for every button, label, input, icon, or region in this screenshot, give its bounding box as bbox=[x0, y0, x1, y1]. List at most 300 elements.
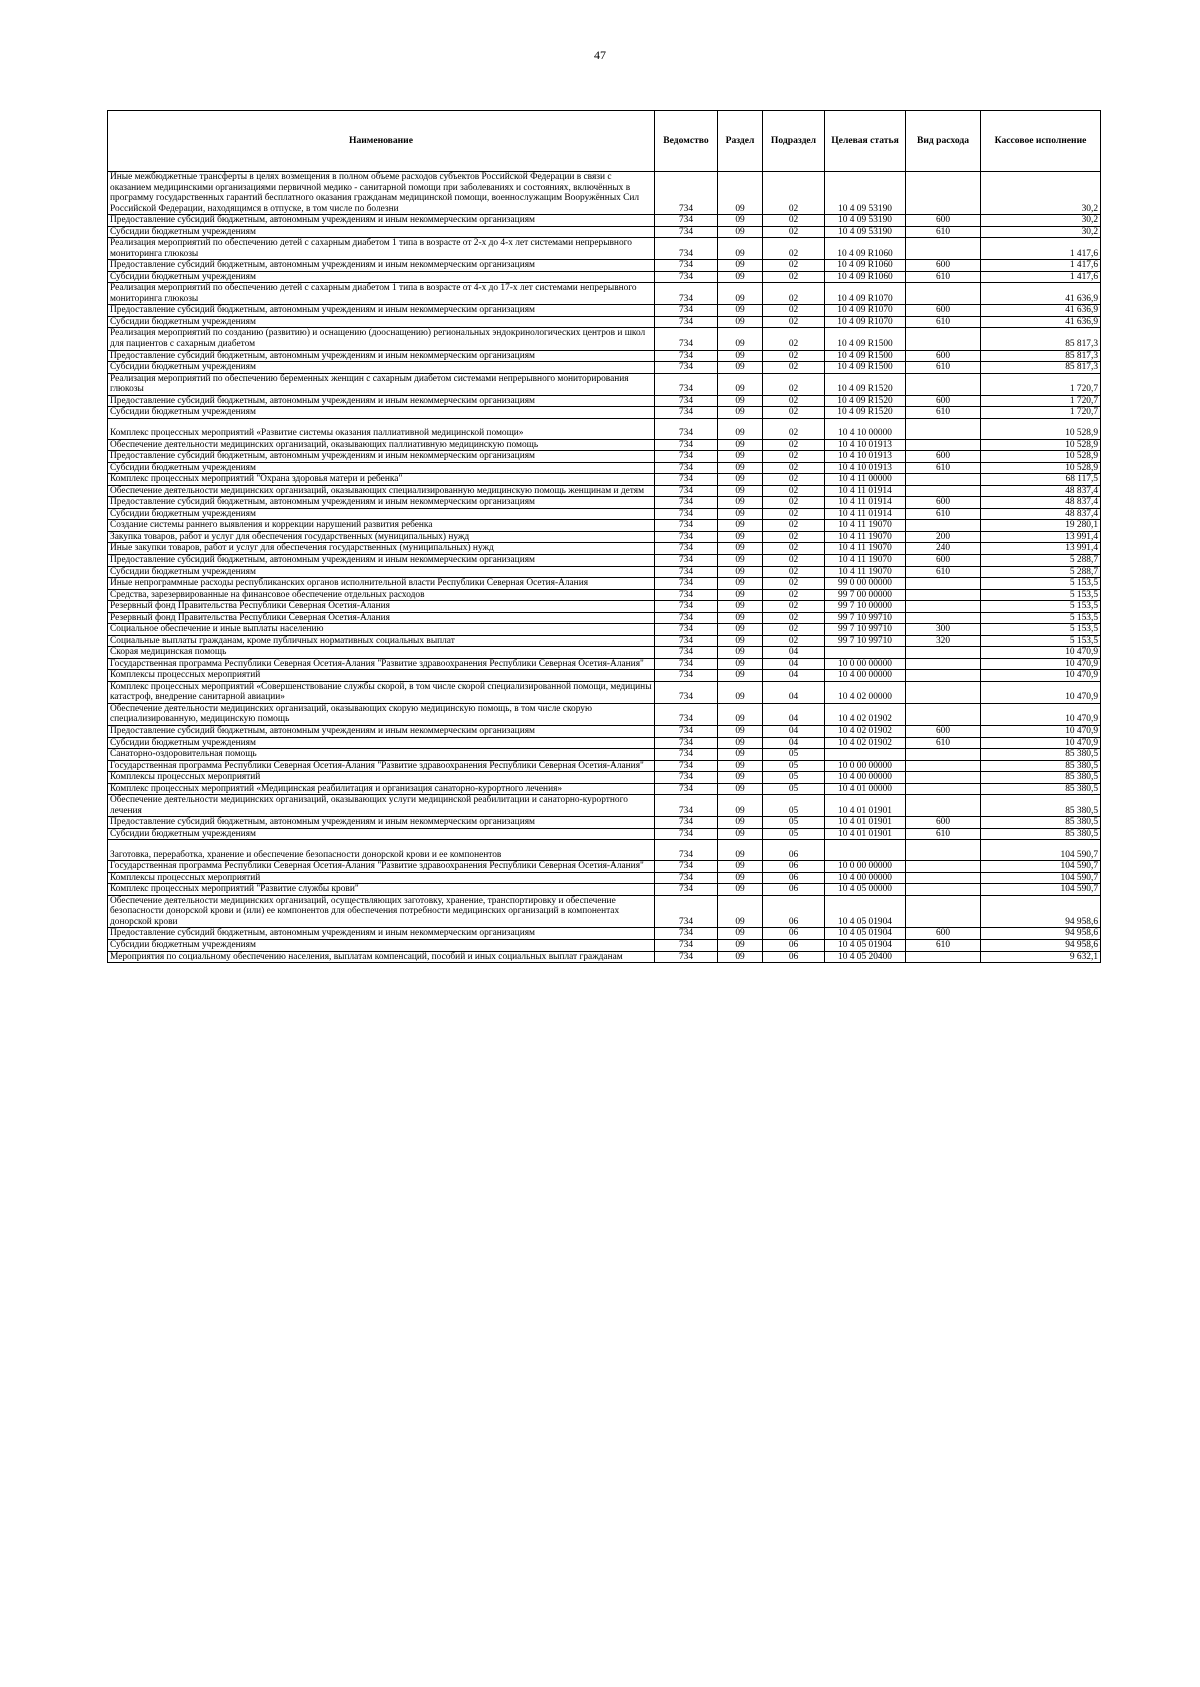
cell-razdel: 09 bbox=[718, 861, 763, 873]
cell-tselevaya-statya bbox=[825, 840, 906, 861]
cell-razdel: 09 bbox=[718, 840, 763, 861]
table-row bbox=[108, 439, 1101, 451]
cell-vid-raskhoda: 320 bbox=[906, 635, 981, 647]
table-row bbox=[108, 555, 1101, 567]
cell-vid-raskhoda bbox=[906, 703, 981, 725]
table-row bbox=[108, 840, 1101, 861]
cell-kassovoe-ispolnenie: 30,2 bbox=[981, 172, 1101, 215]
cell-vedomstvo: 734 bbox=[655, 362, 718, 374]
cell-vid-raskhoda bbox=[906, 238, 981, 260]
cell-tselevaya-statya: 10 4 11 19070 bbox=[825, 566, 906, 578]
cell-kassovoe-ispolnenie: 41 636,9 bbox=[981, 305, 1101, 317]
table-row bbox=[108, 305, 1101, 317]
cell-vid-raskhoda bbox=[906, 578, 981, 590]
cell-razdel: 09 bbox=[718, 462, 763, 474]
cell-vedomstvo: 734 bbox=[655, 928, 718, 940]
table-row bbox=[108, 772, 1101, 784]
cell-name: Субсидии бюджетным учреждениям bbox=[108, 737, 655, 749]
table-row bbox=[108, 578, 1101, 590]
cell-podrazdel: 04 bbox=[763, 737, 825, 749]
cell-tselevaya-statya bbox=[825, 647, 906, 659]
cell-podrazdel: 02 bbox=[763, 485, 825, 497]
cell-razdel: 09 bbox=[718, 872, 763, 884]
cell-kassovoe-ispolnenie: 5 288,7 bbox=[981, 566, 1101, 578]
cell-name: Предоставление субсидий бюджетным, автономным учреждениям и иным некоммерческим организациям bbox=[108, 555, 655, 567]
cell-kassovoe-ispolnenie: 85 380,5 bbox=[981, 783, 1101, 795]
cell-podrazdel: 02 bbox=[763, 543, 825, 555]
cell-vid-raskhoda: 610 bbox=[906, 940, 981, 952]
col-header-podrazdel: Подраздел bbox=[763, 111, 825, 172]
cell-tselevaya-statya: 10 4 09 R1070 bbox=[825, 283, 906, 305]
cell-razdel: 09 bbox=[718, 328, 763, 350]
cell-kassovoe-ispolnenie: 104 590,7 bbox=[981, 840, 1101, 861]
cell-razdel: 09 bbox=[718, 350, 763, 362]
table-row bbox=[108, 725, 1101, 737]
cell-podrazdel: 02 bbox=[763, 566, 825, 578]
cell-vedomstvo: 734 bbox=[655, 601, 718, 613]
cell-name: Субсидии бюджетным учреждениям bbox=[108, 271, 655, 283]
cell-podrazdel: 02 bbox=[763, 589, 825, 601]
cell-vedomstvo: 734 bbox=[655, 283, 718, 305]
cell-vedomstvo: 734 bbox=[655, 828, 718, 840]
cell-razdel: 09 bbox=[718, 589, 763, 601]
table-row bbox=[108, 226, 1101, 238]
cell-vedomstvo: 734 bbox=[655, 566, 718, 578]
cell-vid-raskhoda bbox=[906, 373, 981, 395]
cell-name: Субсидии бюджетным учреждениям bbox=[108, 226, 655, 238]
cell-kassovoe-ispolnenie: 1 417,6 bbox=[981, 260, 1101, 272]
cell-kassovoe-ispolnenie: 48 837,4 bbox=[981, 485, 1101, 497]
cell-vid-raskhoda bbox=[906, 760, 981, 772]
cell-vedomstvo: 734 bbox=[655, 647, 718, 659]
cell-tselevaya-statya: 10 4 11 01914 bbox=[825, 508, 906, 520]
cell-podrazdel: 02 bbox=[763, 508, 825, 520]
cell-podrazdel: 02 bbox=[763, 531, 825, 543]
cell-tselevaya-statya bbox=[825, 749, 906, 761]
cell-podrazdel: 02 bbox=[763, 555, 825, 567]
table-row bbox=[108, 624, 1101, 636]
cell-vedomstvo: 734 bbox=[655, 531, 718, 543]
cell-kassovoe-ispolnenie: 10 528,9 bbox=[981, 439, 1101, 451]
cell-name: Предоставление субсидий бюджетным, автономным учреждениям и иным некоммерческим организациям bbox=[108, 928, 655, 940]
cell-vid-raskhoda bbox=[906, 520, 981, 532]
cell-vedomstvo: 734 bbox=[655, 271, 718, 283]
cell-vedomstvo: 734 bbox=[655, 624, 718, 636]
cell-vid-raskhoda bbox=[906, 681, 981, 703]
table-row bbox=[108, 543, 1101, 555]
cell-name: Заготовка, переработка, хранение и обеспечение безопасности донорской крови и ее компонентов bbox=[108, 840, 655, 861]
table-row bbox=[108, 928, 1101, 940]
cell-kassovoe-ispolnenie: 41 636,9 bbox=[981, 316, 1101, 328]
cell-tselevaya-statya: 99 7 00 00000 bbox=[825, 589, 906, 601]
cell-kassovoe-ispolnenie: 1 720,7 bbox=[981, 395, 1101, 407]
cell-podrazdel: 02 bbox=[763, 395, 825, 407]
cell-vedomstvo: 734 bbox=[655, 725, 718, 737]
cell-vedomstvo: 734 bbox=[655, 305, 718, 317]
cell-razdel: 09 bbox=[718, 238, 763, 260]
cell-podrazdel: 06 bbox=[763, 884, 825, 896]
cell-vedomstvo: 734 bbox=[655, 520, 718, 532]
cell-vedomstvo: 734 bbox=[655, 474, 718, 486]
cell-razdel: 09 bbox=[718, 316, 763, 328]
cell-razdel: 09 bbox=[718, 520, 763, 532]
cell-vid-raskhoda bbox=[906, 840, 981, 861]
cell-podrazdel: 06 bbox=[763, 861, 825, 873]
cell-podrazdel: 04 bbox=[763, 658, 825, 670]
table-row bbox=[108, 508, 1101, 520]
cell-kassovoe-ispolnenie: 5 153,5 bbox=[981, 612, 1101, 624]
table-row bbox=[108, 951, 1101, 963]
table-row bbox=[108, 589, 1101, 601]
table-row bbox=[108, 407, 1101, 419]
cell-kassovoe-ispolnenie: 85 817,3 bbox=[981, 328, 1101, 350]
cell-kassovoe-ispolnenie: 13 991,4 bbox=[981, 531, 1101, 543]
table-row bbox=[108, 601, 1101, 613]
cell-tselevaya-statya: 10 4 09 R1060 bbox=[825, 271, 906, 283]
cell-vid-raskhoda bbox=[906, 772, 981, 784]
col-header-vedomstvo: Ведомство bbox=[655, 111, 718, 172]
cell-vid-raskhoda: 610 bbox=[906, 566, 981, 578]
cell-razdel: 09 bbox=[718, 658, 763, 670]
cell-vedomstvo: 734 bbox=[655, 497, 718, 509]
cell-podrazdel: 04 bbox=[763, 647, 825, 659]
cell-name: Резервный фонд Правительства Республики Северная Осетия-Алания bbox=[108, 612, 655, 624]
cell-tselevaya-statya: 10 4 09 R1500 bbox=[825, 350, 906, 362]
cell-tselevaya-statya: 10 4 10 01913 bbox=[825, 451, 906, 463]
cell-podrazdel: 05 bbox=[763, 783, 825, 795]
cell-razdel: 09 bbox=[718, 172, 763, 215]
cell-podrazdel: 06 bbox=[763, 951, 825, 963]
cell-tselevaya-statya: 10 4 05 01904 bbox=[825, 895, 906, 928]
table-row bbox=[108, 462, 1101, 474]
cell-vedomstvo: 734 bbox=[655, 951, 718, 963]
cell-vedomstvo: 734 bbox=[655, 226, 718, 238]
table-row bbox=[108, 215, 1101, 227]
cell-vid-raskhoda: 600 bbox=[906, 215, 981, 227]
table-row bbox=[108, 872, 1101, 884]
cell-name: Предоставление субсидий бюджетным, автономным учреждениям и иным некоммерческим организациям bbox=[108, 395, 655, 407]
cell-tselevaya-statya: 10 0 00 00000 bbox=[825, 760, 906, 772]
cell-name: Комплекс процессных мероприятий «Медицинская реабилитация и организация санаторно-курортного лечения» bbox=[108, 783, 655, 795]
cell-vid-raskhoda: 600 bbox=[906, 451, 981, 463]
cell-kassovoe-ispolnenie: 85 380,5 bbox=[981, 749, 1101, 761]
cell-vedomstvo: 734 bbox=[655, 817, 718, 829]
cell-vedomstvo: 734 bbox=[655, 737, 718, 749]
cell-name: Предоставление субсидий бюджетным, автономным учреждениям и иным некоммерческим организациям bbox=[108, 215, 655, 227]
cell-razdel: 09 bbox=[718, 497, 763, 509]
cell-razdel: 09 bbox=[718, 670, 763, 682]
cell-vid-raskhoda bbox=[906, 749, 981, 761]
cell-vid-raskhoda bbox=[906, 612, 981, 624]
cell-vedomstvo: 734 bbox=[655, 840, 718, 861]
cell-tselevaya-statya: 10 4 09 R1520 bbox=[825, 407, 906, 419]
cell-kassovoe-ispolnenie: 48 837,4 bbox=[981, 508, 1101, 520]
cell-razdel: 09 bbox=[718, 474, 763, 486]
cell-razdel: 09 bbox=[718, 485, 763, 497]
table-row bbox=[108, 861, 1101, 873]
cell-razdel: 09 bbox=[718, 828, 763, 840]
cell-vid-raskhoda: 600 bbox=[906, 928, 981, 940]
cell-kassovoe-ispolnenie: 85 380,5 bbox=[981, 772, 1101, 784]
cell-razdel: 09 bbox=[718, 760, 763, 772]
cell-kassovoe-ispolnenie: 85 380,5 bbox=[981, 795, 1101, 817]
table-row bbox=[108, 172, 1101, 215]
cell-name: Субсидии бюджетным учреждениям bbox=[108, 316, 655, 328]
table-row bbox=[108, 828, 1101, 840]
cell-podrazdel: 05 bbox=[763, 749, 825, 761]
cell-razdel: 09 bbox=[718, 795, 763, 817]
cell-razdel: 09 bbox=[718, 283, 763, 305]
table-row bbox=[108, 670, 1101, 682]
cell-kassovoe-ispolnenie: 5 153,5 bbox=[981, 601, 1101, 613]
cell-name: Субсидии бюджетным учреждениям bbox=[108, 362, 655, 374]
cell-vedomstvo: 734 bbox=[655, 795, 718, 817]
cell-razdel: 09 bbox=[718, 703, 763, 725]
cell-vedomstvo: 734 bbox=[655, 760, 718, 772]
cell-vid-raskhoda: 600 bbox=[906, 555, 981, 567]
cell-podrazdel: 04 bbox=[763, 703, 825, 725]
cell-vid-raskhoda: 600 bbox=[906, 305, 981, 317]
cell-kassovoe-ispolnenie: 5 153,5 bbox=[981, 635, 1101, 647]
cell-name: Комплексы процессных мероприятий bbox=[108, 670, 655, 682]
cell-name: Реализация мероприятий по созданию (развитию) и оснащению (дооснащению) региональных эндокринологических центров и школ для пациентов с сахарным диабетом bbox=[108, 328, 655, 350]
cell-razdel: 09 bbox=[718, 624, 763, 636]
cell-vid-raskhoda: 600 bbox=[906, 725, 981, 737]
cell-tselevaya-statya: 10 4 00 00000 bbox=[825, 670, 906, 682]
cell-podrazdel: 02 bbox=[763, 215, 825, 227]
cell-tselevaya-statya: 10 4 05 00000 bbox=[825, 884, 906, 896]
cell-razdel: 09 bbox=[718, 783, 763, 795]
cell-vedomstvo: 734 bbox=[655, 578, 718, 590]
table-header-row bbox=[108, 111, 1101, 172]
cell-tselevaya-statya: 10 4 01 01901 bbox=[825, 817, 906, 829]
cell-vedomstvo: 734 bbox=[655, 783, 718, 795]
cell-vedomstvo: 734 bbox=[655, 612, 718, 624]
cell-vid-raskhoda: 600 bbox=[906, 260, 981, 272]
cell-name: Создание системы раннего выявления и коррекции нарушений развития ребенка bbox=[108, 520, 655, 532]
cell-tselevaya-statya: 99 0 00 00000 bbox=[825, 578, 906, 590]
table-row bbox=[108, 497, 1101, 509]
cell-tselevaya-statya: 10 4 09 R1520 bbox=[825, 373, 906, 395]
col-header-name: Наименование bbox=[108, 111, 655, 172]
cell-name: Санаторно-оздоровительная помощь bbox=[108, 749, 655, 761]
cell-razdel: 09 bbox=[718, 260, 763, 272]
cell-vid-raskhoda bbox=[906, 951, 981, 963]
cell-kassovoe-ispolnenie: 10 470,9 bbox=[981, 725, 1101, 737]
cell-vedomstvo: 734 bbox=[655, 373, 718, 395]
cell-tselevaya-statya: 99 7 10 99710 bbox=[825, 635, 906, 647]
cell-name: Обеспечение деятельности медицинских организаций, оказывающих специализированную медицинскую помощь женщинам и детям bbox=[108, 485, 655, 497]
cell-vid-raskhoda: 610 bbox=[906, 508, 981, 520]
cell-vedomstvo: 734 bbox=[655, 316, 718, 328]
cell-vid-raskhoda bbox=[906, 861, 981, 873]
cell-tselevaya-statya: 10 4 02 01902 bbox=[825, 703, 906, 725]
cell-kassovoe-ispolnenie: 94 958,6 bbox=[981, 928, 1101, 940]
cell-kassovoe-ispolnenie: 5 153,5 bbox=[981, 589, 1101, 601]
cell-vid-raskhoda bbox=[906, 647, 981, 659]
cell-razdel: 09 bbox=[718, 749, 763, 761]
table-row bbox=[108, 895, 1101, 928]
cell-razdel: 09 bbox=[718, 451, 763, 463]
cell-vedomstvo: 734 bbox=[655, 485, 718, 497]
table-body bbox=[108, 172, 1101, 963]
cell-podrazdel: 06 bbox=[763, 928, 825, 940]
cell-razdel: 09 bbox=[718, 601, 763, 613]
table-row bbox=[108, 362, 1101, 374]
cell-kassovoe-ispolnenie: 104 590,7 bbox=[981, 872, 1101, 884]
cell-tselevaya-statya: 10 4 11 01914 bbox=[825, 497, 906, 509]
cell-tselevaya-statya: 10 4 09 R1060 bbox=[825, 260, 906, 272]
cell-name: Реализация мероприятий по обеспечению детей с сахарным диабетом 1 типа в возрасте от 2-х до 4-х лет системами непрерывного мониторинга глюкозы bbox=[108, 238, 655, 260]
cell-razdel: 09 bbox=[718, 395, 763, 407]
cell-tselevaya-statya: 99 7 10 99710 bbox=[825, 612, 906, 624]
cell-podrazdel: 06 bbox=[763, 872, 825, 884]
table-row bbox=[108, 658, 1101, 670]
cell-podrazdel: 02 bbox=[763, 635, 825, 647]
cell-name: Закупка товаров, работ и услуг для обеспечения государственных (муниципальных) нужд bbox=[108, 531, 655, 543]
cell-kassovoe-ispolnenie: 10 470,9 bbox=[981, 703, 1101, 725]
cell-kassovoe-ispolnenie: 10 528,9 bbox=[981, 462, 1101, 474]
cell-name: Комплекс процессных мероприятий "Охрана здоровья матери и ребенка" bbox=[108, 474, 655, 486]
cell-name: Социальные выплаты гражданам, кроме публичных нормативных социальных выплат bbox=[108, 635, 655, 647]
cell-razdel: 09 bbox=[718, 271, 763, 283]
cell-kassovoe-ispolnenie: 1 720,7 bbox=[981, 407, 1101, 419]
cell-vedomstvo: 734 bbox=[655, 658, 718, 670]
cell-podrazdel: 02 bbox=[763, 316, 825, 328]
cell-vedomstvo: 734 bbox=[655, 328, 718, 350]
cell-vid-raskhoda bbox=[906, 895, 981, 928]
cell-tselevaya-statya: 10 4 02 00000 bbox=[825, 681, 906, 703]
table-row bbox=[108, 749, 1101, 761]
cell-vedomstvo: 734 bbox=[655, 772, 718, 784]
cell-vid-raskhoda bbox=[906, 418, 981, 439]
cell-vid-raskhoda: 610 bbox=[906, 407, 981, 419]
cell-vedomstvo: 734 bbox=[655, 508, 718, 520]
cell-kassovoe-ispolnenie: 85 817,3 bbox=[981, 362, 1101, 374]
cell-vedomstvo: 734 bbox=[655, 418, 718, 439]
table-row bbox=[108, 531, 1101, 543]
col-header-tselevaya-statya: Целевая статья bbox=[825, 111, 906, 172]
cell-vid-raskhoda: 600 bbox=[906, 817, 981, 829]
cell-tselevaya-statya: 10 4 11 00000 bbox=[825, 474, 906, 486]
table-row bbox=[108, 635, 1101, 647]
cell-kassovoe-ispolnenie: 85 380,5 bbox=[981, 760, 1101, 772]
table-row bbox=[108, 940, 1101, 952]
budget-table bbox=[107, 110, 1101, 963]
cell-kassovoe-ispolnenie: 1 417,6 bbox=[981, 238, 1101, 260]
cell-podrazdel: 02 bbox=[763, 624, 825, 636]
cell-vedomstvo: 734 bbox=[655, 861, 718, 873]
cell-name: Комплекс процессных мероприятий «Развитие системы оказания паллиативной медицинской помощи» bbox=[108, 418, 655, 439]
cell-razdel: 09 bbox=[718, 543, 763, 555]
cell-razdel: 09 bbox=[718, 884, 763, 896]
table-row bbox=[108, 328, 1101, 350]
table-row bbox=[108, 681, 1101, 703]
table-row bbox=[108, 795, 1101, 817]
cell-podrazdel: 05 bbox=[763, 828, 825, 840]
cell-vedomstvo: 734 bbox=[655, 749, 718, 761]
cell-vedomstvo: 734 bbox=[655, 462, 718, 474]
table-row bbox=[108, 418, 1101, 439]
table-row bbox=[108, 783, 1101, 795]
cell-tselevaya-statya: 10 4 01 00000 bbox=[825, 783, 906, 795]
cell-vid-raskhoda bbox=[906, 474, 981, 486]
cell-vid-raskhoda bbox=[906, 485, 981, 497]
cell-tselevaya-statya: 10 4 01 01901 bbox=[825, 795, 906, 817]
table-row bbox=[108, 260, 1101, 272]
cell-tselevaya-statya: 10 4 09 R1520 bbox=[825, 395, 906, 407]
cell-podrazdel: 05 bbox=[763, 772, 825, 784]
cell-podrazdel: 02 bbox=[763, 328, 825, 350]
cell-name: Обеспечение деятельности медицинских организаций, оказывающих услуги медицинской реабилитации и санаторно-курортного лечения bbox=[108, 795, 655, 817]
cell-vedomstvo: 734 bbox=[655, 635, 718, 647]
cell-podrazdel: 02 bbox=[763, 172, 825, 215]
cell-vid-raskhoda bbox=[906, 283, 981, 305]
cell-vedomstvo: 734 bbox=[655, 215, 718, 227]
cell-podrazdel: 02 bbox=[763, 350, 825, 362]
cell-kassovoe-ispolnenie: 19 280,1 bbox=[981, 520, 1101, 532]
cell-podrazdel: 05 bbox=[763, 760, 825, 772]
cell-razdel: 09 bbox=[718, 737, 763, 749]
cell-podrazdel: 02 bbox=[763, 362, 825, 374]
cell-tselevaya-statya: 99 7 10 99710 bbox=[825, 624, 906, 636]
table-row bbox=[108, 373, 1101, 395]
cell-kassovoe-ispolnenie: 10 470,9 bbox=[981, 737, 1101, 749]
cell-tselevaya-statya: 10 4 00 00000 bbox=[825, 772, 906, 784]
cell-podrazdel: 02 bbox=[763, 520, 825, 532]
cell-vid-raskhoda bbox=[906, 884, 981, 896]
cell-vid-raskhoda: 600 bbox=[906, 497, 981, 509]
cell-podrazdel: 02 bbox=[763, 238, 825, 260]
cell-name: Резервный фонд Правительства Республики Северная Осетия-Алания bbox=[108, 601, 655, 613]
cell-tselevaya-statya: 10 4 09 R1500 bbox=[825, 328, 906, 350]
cell-name: Субсидии бюджетным учреждениям bbox=[108, 407, 655, 419]
table-row bbox=[108, 271, 1101, 283]
cell-name: Реализация мероприятий по обеспечению детей с сахарным диабетом 1 типа в возрасте от 4-х до 17-х лет системами непрерывного мониторинга глюкозы bbox=[108, 283, 655, 305]
cell-podrazdel: 02 bbox=[763, 601, 825, 613]
cell-podrazdel: 06 bbox=[763, 940, 825, 952]
cell-podrazdel: 02 bbox=[763, 462, 825, 474]
cell-name: Субсидии бюджетным учреждениям bbox=[108, 508, 655, 520]
table-row bbox=[108, 283, 1101, 305]
cell-podrazdel: 02 bbox=[763, 271, 825, 283]
cell-vid-raskhoda: 610 bbox=[906, 271, 981, 283]
cell-vid-raskhoda: 610 bbox=[906, 226, 981, 238]
cell-tselevaya-statya: 10 4 11 01914 bbox=[825, 485, 906, 497]
cell-tselevaya-statya: 10 4 09 53190 bbox=[825, 172, 906, 215]
cell-razdel: 09 bbox=[718, 647, 763, 659]
table-row bbox=[108, 760, 1101, 772]
table-row bbox=[108, 884, 1101, 896]
cell-podrazdel: 02 bbox=[763, 578, 825, 590]
cell-podrazdel: 04 bbox=[763, 681, 825, 703]
cell-tselevaya-statya: 10 4 09 R1060 bbox=[825, 238, 906, 260]
table-row bbox=[108, 485, 1101, 497]
cell-podrazdel: 02 bbox=[763, 305, 825, 317]
cell-vid-raskhoda: 300 bbox=[906, 624, 981, 636]
table-row bbox=[108, 817, 1101, 829]
cell-vid-raskhoda bbox=[906, 439, 981, 451]
cell-tselevaya-statya: 10 4 09 R1070 bbox=[825, 305, 906, 317]
cell-razdel: 09 bbox=[718, 817, 763, 829]
cell-razdel: 09 bbox=[718, 407, 763, 419]
cell-vid-raskhoda: 610 bbox=[906, 737, 981, 749]
cell-kassovoe-ispolnenie: 30,2 bbox=[981, 226, 1101, 238]
cell-kassovoe-ispolnenie: 1 417,6 bbox=[981, 271, 1101, 283]
cell-tselevaya-statya: 10 4 10 00000 bbox=[825, 418, 906, 439]
cell-razdel: 09 bbox=[718, 578, 763, 590]
cell-razdel: 09 bbox=[718, 635, 763, 647]
